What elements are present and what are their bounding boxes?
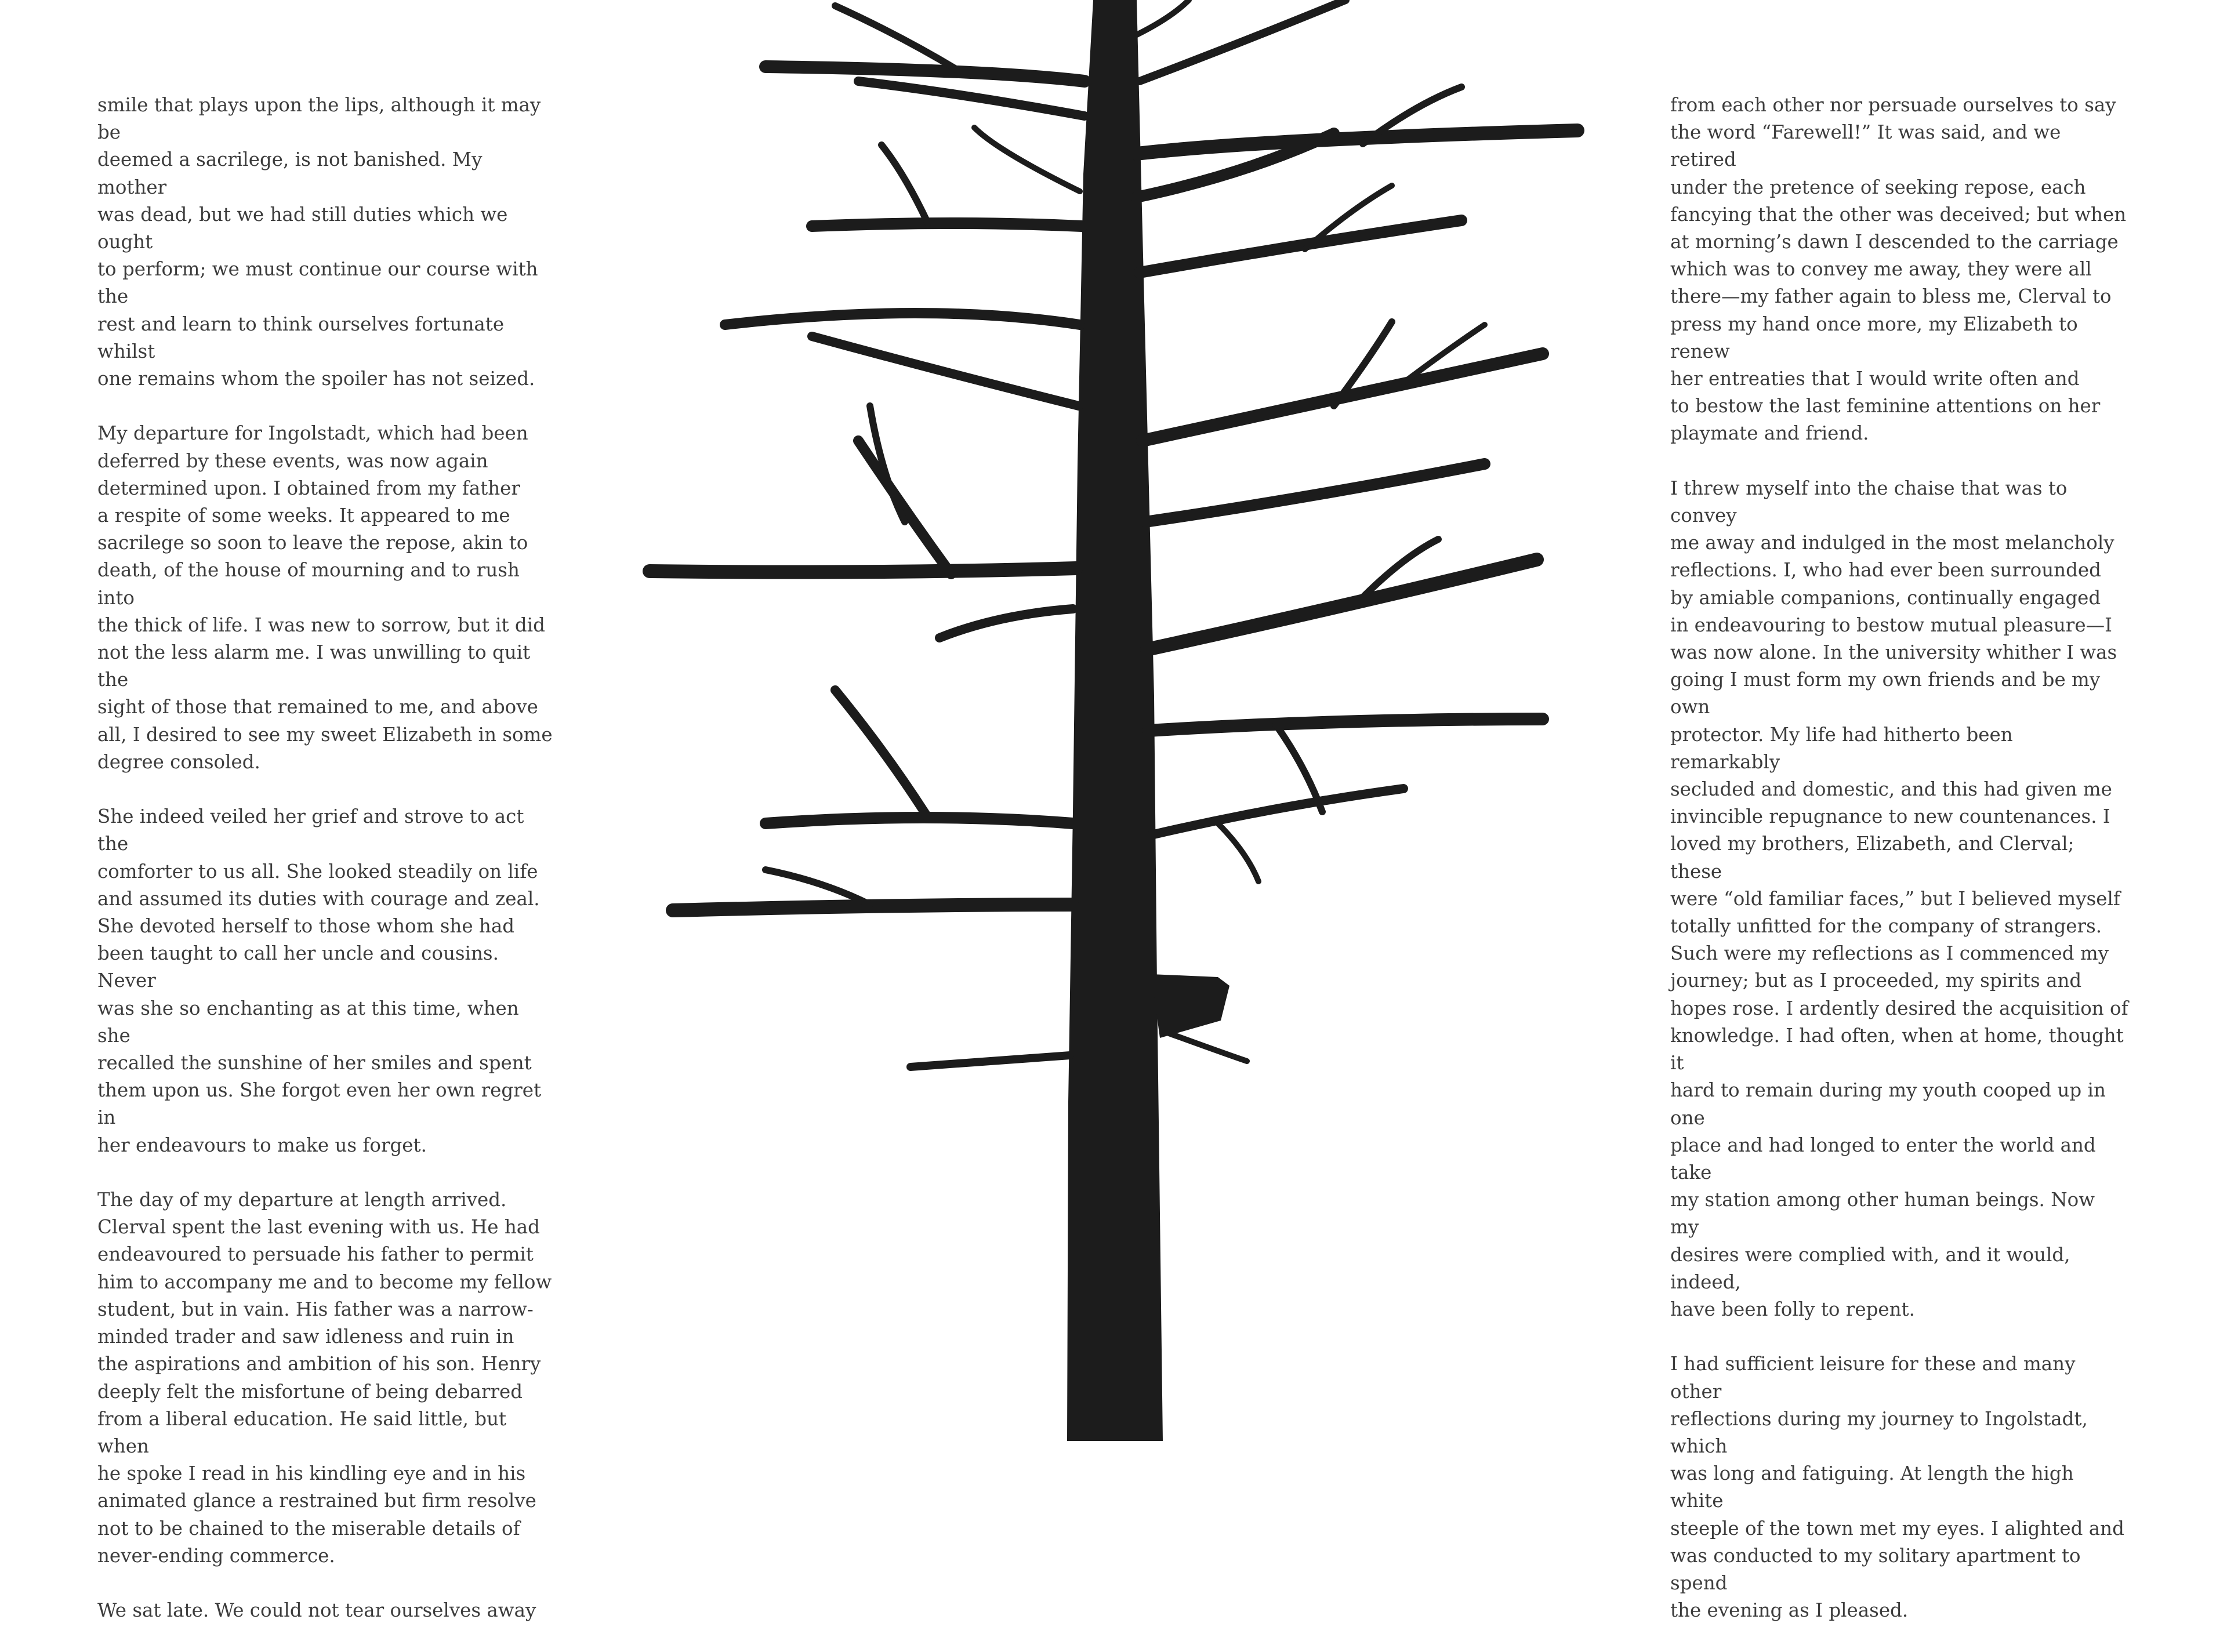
paragraph: The day of my departure at length arrived. Clerval spent the last evening with us. He had endeavoured to persuade his father to permit him to accompany me and to become my fellow student, but in vain. His father was a narrow- minded trader and saw idleness and ruin in the aspirations and ambition of his son. Henry deeply felt the misfortune of being debarred from a liberal education. He said little, but when he spoke I read in his kindling eye and in his animated glance a restrained but firm resolve not to be chained to the miserable details of never-ending commerce. — [97, 1189, 552, 1567]
right-text-column — [1670, 92, 2128, 1652]
paragraph: We sat late. We could not tear ourselves away — [97, 1599, 536, 1622]
paragraph: smile that plays upon the lips, although it may be deemed a sacrilege, is not banished. My mother was dead, but we had still duties which we ought to perform; we must continue our course with the rest and learn to think ourselves fortunate whilst one remains whom the spoiler has not seized. — [97, 94, 541, 390]
paragraph: I had sufficient leisure for these and many other reflections during my journey to Ingolstadt, which was long and fatiguing. At length the high white steeple of the town met my eyes. I alighted and was conducted to my solitary apartment to spend the evening as I pleased. — [1670, 1353, 2124, 1622]
paragraph: My departure for Ingolstadt, which had been deferred by these events, was now again determined upon. I obtained from my father a respite of some weeks. It appeared to me sacrilege so soon to leave the repose, akin to death, of the house of mourning and to rush into the thick of life. I was new to sorrow, but it did not the less alarm me. I was unwilling to quit the sight of those that remained to me, and above all, I desired to see my sweet Elizabeth in some degree consoled. — [97, 422, 553, 773]
paragraph: from each other nor persuade ourselves to say the word “Farewell!” It was said, and we retired under the pretence of seeking repose, each fancying that the other was deceived; but when at morning’s dawn I descended to the carriage which was to convey me away, they were all there—my father again to bless me, Clerval to press my hand once more, my Elizabeth to renew her entreaties that I would write often and to bestow the last feminine attentions on her playmate and friend. — [1670, 94, 2127, 445]
paragraph: I threw myself into the chaise that was to convey me away and indulged in the most melancholy reflections. I, who had ever been surrounded by amiable companions, continually engaged in endeavouring to bestow mutual pleasure—I was now alone. In the university whither I was going I must form my own friends and be my own protector. My life had hitherto been remarkably secluded and domestic, and this had given me invincible repugnance to new countenances. I loved my brothers, Elizabeth, and Clerval; these were “old familiar faces,” but I believed myself totally unfitted for the company of strangers. Such were my reflections as I commenced my journey; but as I proceeded, my spirits and hopes rose. I ardently desired the acquisition of knowledge. I had often, when at home, thought it hard to remain during my youth cooped up in one place and had longed to enter the world and take my station among other human beings. Now my desires were complied with, and it would, indeed, have been folly to repent. — [1670, 477, 2128, 1320]
paragraph: She indeed veiled her grief and strove to act the comforter to us all. She looked steadily on life and assumed its duties with courage and zeal. She devoted herself to those whom she had been taught to call her uncle and cousins. Never was she so enchanting as at this time, when she recalled the sunshine of her smiles and spent them upon us. She forgot even her own regret in her endeavours to make us forget. — [97, 805, 542, 1156]
